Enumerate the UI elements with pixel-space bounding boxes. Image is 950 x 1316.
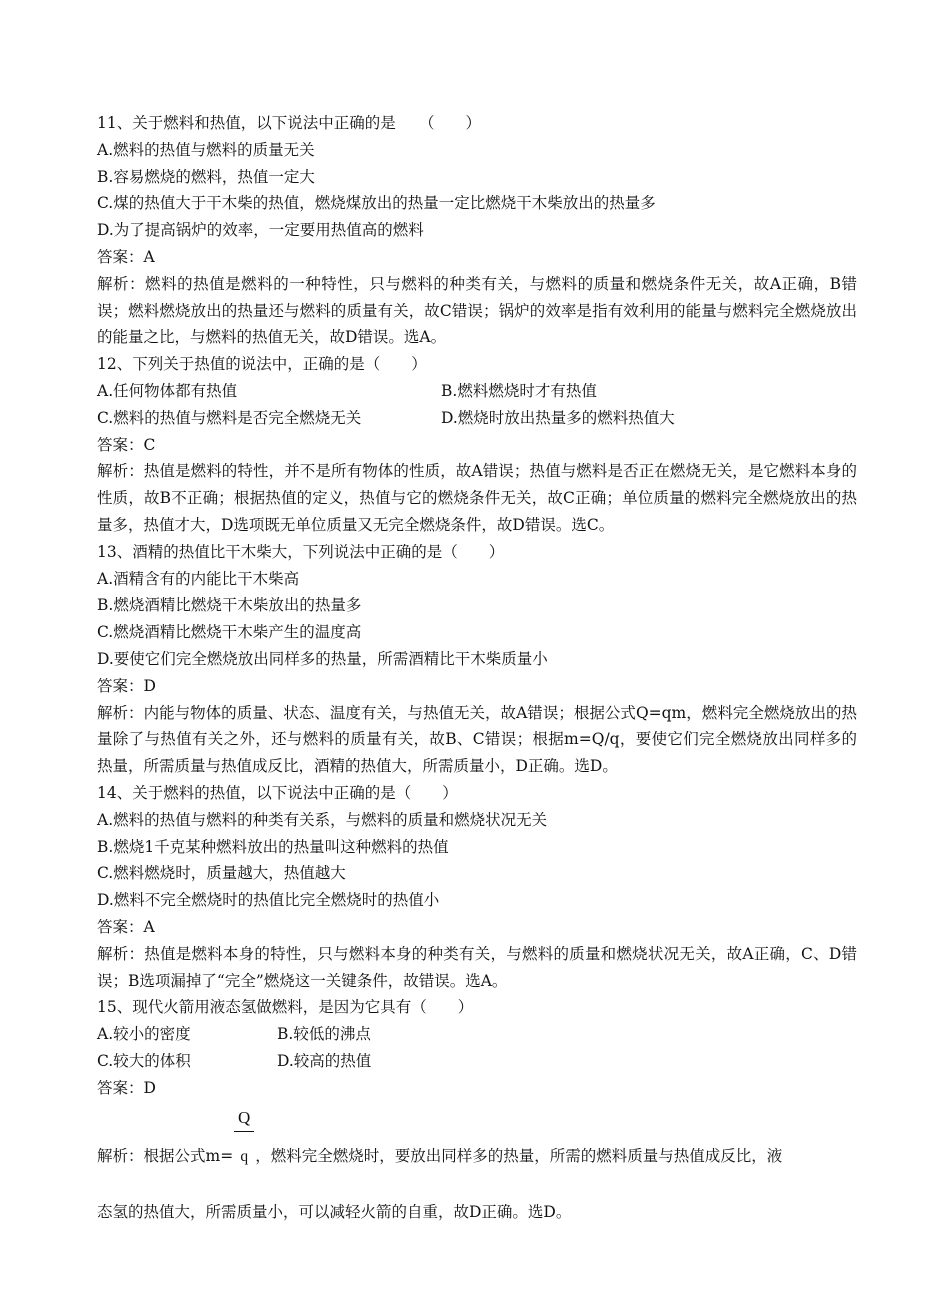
option-a: A.较小的密度 <box>97 1025 191 1044</box>
option-b: B.燃料燃烧时才有热值 <box>441 381 597 400</box>
fraction-denominator: q <box>240 1148 249 1166</box>
question-stem: 11、关于燃料和热值，以下说法中正确的是 （ ） <box>97 114 481 132</box>
question-stem: 15、现代火箭用液态氢做燃料，是因为它具有（ ） <box>97 998 474 1017</box>
question-stem: 13、酒精的热值比干木柴大，下列说法中正确的是（ ） <box>97 542 505 561</box>
analysis-continued: 态氢的热值大，所需质量小，可以减轻火箭的自重，故D正确。选D。 <box>97 1203 572 1222</box>
option-a: A.酒精含有的内能比干木柴高 <box>97 569 300 588</box>
fraction-formula <box>233 1108 255 1171</box>
question-stem: 12、下列关于热值的说法中，正确的是（ ） <box>97 355 427 374</box>
option-d: D.为了提高锅炉的效率，一定要用热值高的燃料 <box>97 221 424 240</box>
option-a: A.燃料的热值与燃料的质量无关 <box>97 140 315 159</box>
answer: 答案：D <box>97 1078 156 1097</box>
option-d: D.较高的热值 <box>277 1051 372 1070</box>
analysis-prefix: 解析：根据公式m= <box>97 1147 234 1166</box>
answer: 答案：A <box>97 247 155 266</box>
analysis: 解析：热值是燃料本身的特性，只与燃料本身的种类有关，与燃料的质量和燃烧状况无关，故A正确，C、D错误；B选项漏掉了“完全”燃烧这一关键条件，故错误。选A。 <box>97 944 857 990</box>
option-b: B.燃烧酒精比燃烧干木柴放出的热量多 <box>97 596 362 615</box>
answer: 答案：C <box>97 435 156 454</box>
option-c: C.较大的体积 <box>97 1051 191 1070</box>
option-a: A.任何物体都有热值 <box>97 381 238 400</box>
question-11 <box>97 110 857 351</box>
option-c: C.燃料燃烧时，质量越大，热值越大 <box>97 864 346 883</box>
option-d: D.燃料不完全燃烧时的热值比完全燃烧时的热值小 <box>97 891 440 910</box>
option-b: B.容易燃烧的燃料，热值一定大 <box>97 167 315 186</box>
option-c: C.燃烧酒精比燃烧干木柴产生的温度高 <box>97 623 362 642</box>
option-c: C.燃料的热值与燃料是否完全燃烧无关 <box>97 408 362 427</box>
option-b: B.燃烧1千克某种燃料放出的热量叫这种燃料的热值 <box>97 837 449 856</box>
question-13 <box>97 539 857 780</box>
option-a: A.燃料的热值与燃料的种类有关系，与燃料的质量和燃烧状况无关 <box>97 810 548 829</box>
question-14 <box>97 780 857 994</box>
question-list <box>97 110 857 1226</box>
analysis: 解析：热值是燃料的特性，并不是所有物体的性质，故A错误；热值与燃料是否正在燃烧无关，是它燃料本身的性质，故B不正确；根据热值的定义，热值与它的燃烧条件无关，故C正确；单位质量的燃料完全燃烧放出的热量多，热值才大，D选项既无单位质量又无完全燃烧条件，故D错误。选C。 <box>97 462 857 534</box>
analysis-suffix: ，燃料完全燃烧时，要放出同样多的热量，所需的燃料质量与热值成反比，液 <box>255 1147 783 1166</box>
option-b: B.较低的沸点 <box>277 1025 371 1044</box>
fraction-numerator: Q <box>238 1108 251 1128</box>
answer: 答案：D <box>97 676 156 695</box>
analysis <box>97 1108 857 1171</box>
option-c: C.煤的热值大于干木柴的热值，燃烧煤放出的热量一定比燃烧干木柴放出的热量多 <box>97 194 656 213</box>
option-row <box>97 1048 857 1075</box>
option-row <box>97 1021 857 1048</box>
option-row <box>97 378 857 405</box>
question-12 <box>97 351 857 539</box>
analysis: 解析：内能与物体的质量、状态、温度有关，与热值无关，故A错误；根据公式Q=qm，燃料完全燃烧放出的热量除了与热值有关之外，还与燃料的质量有关，故B、C错误；根据m=Q/q，要使它们完全燃烧放出同样多的热量，所需质量与热值成反比，酒精的热值大，所需质量小，D正确。选D。 <box>97 703 857 776</box>
fraction-bar <box>234 1131 254 1132</box>
question-stem: 14、关于燃料的热值，以下说法中正确的是（ ） <box>97 783 458 802</box>
option-row <box>97 405 857 432</box>
answer: 答案：A <box>97 917 155 936</box>
question-15 <box>97 994 857 1226</box>
analysis: 解析：燃料的热值是燃料的一种特性，只与燃料的种类有关，与燃料的质量和燃烧条件无关，故A正确，B错误；燃料燃烧放出的热量还与燃料的质量有关，故C错误；锅炉的效率是指有效利用的能量与燃料完全燃烧放出的能量之比，与燃料的热值无关，故D错误。选A。 <box>97 274 857 347</box>
option-d: D.要使它们完全燃烧放出同样多的热量，所需酒精比干木柴质量小 <box>97 649 548 668</box>
option-d: D.燃烧时放出热量多的燃料热值大 <box>441 408 675 427</box>
